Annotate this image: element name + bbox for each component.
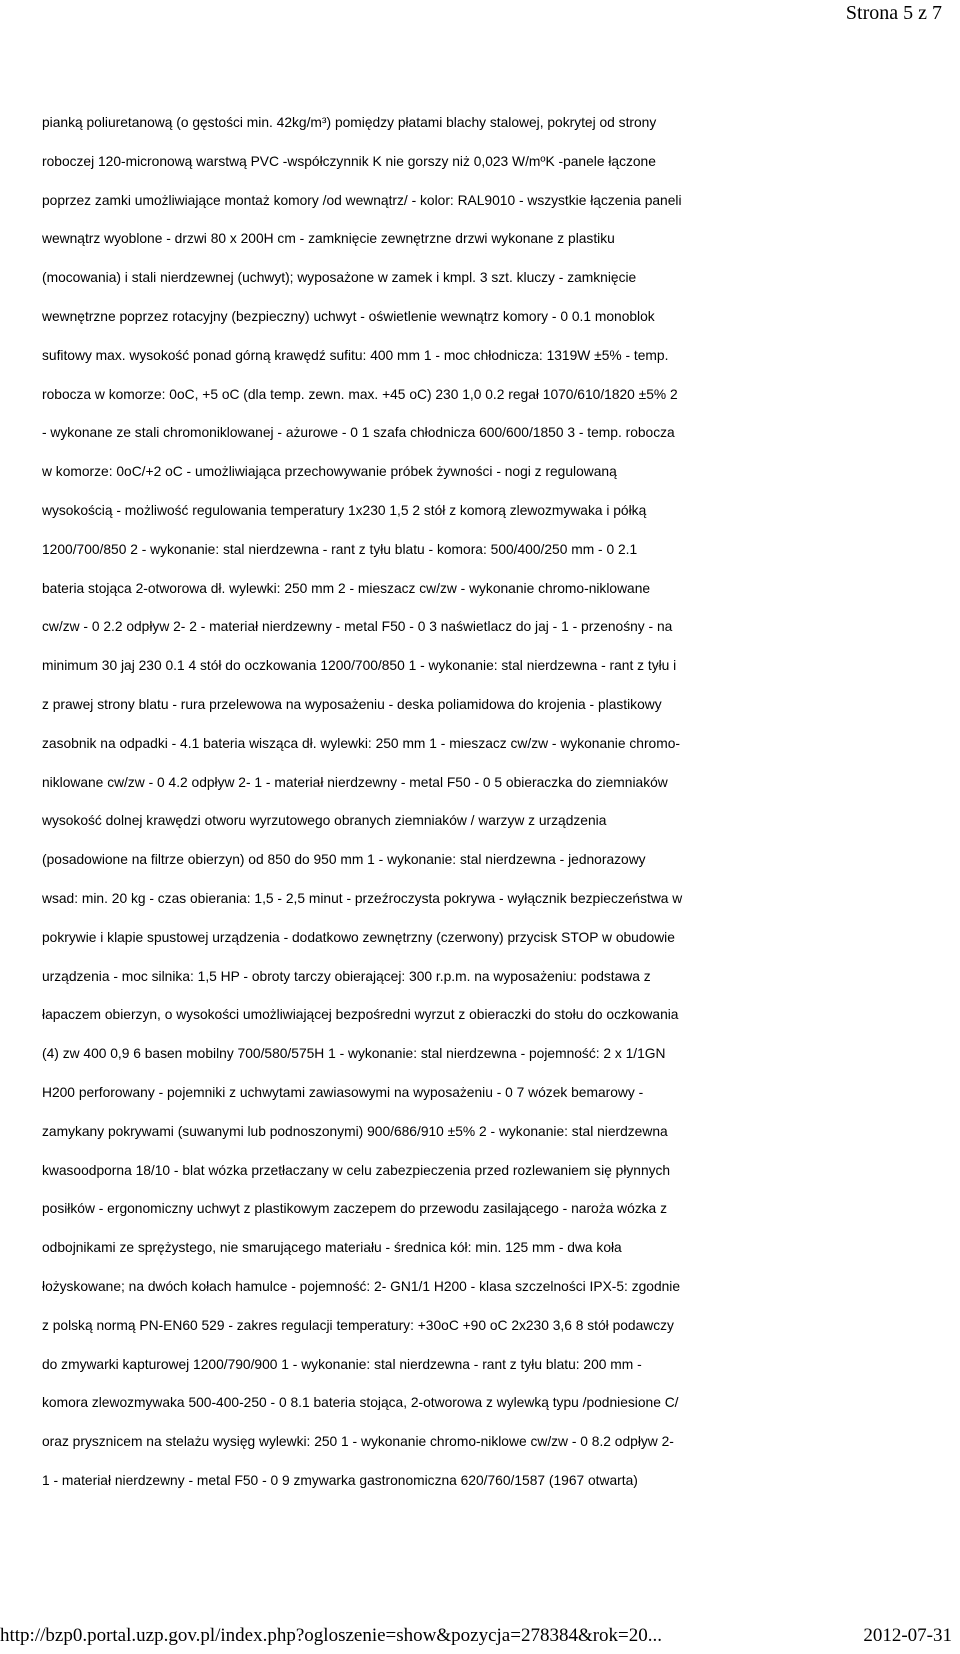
text-line: minimum 30 jaj 230 0.1 4 stół do oczkowania 1200/700/850 1 - wykonanie: stal nierdzewna - rant z tyłu i — [42, 658, 677, 674]
text-line: 1200/700/850 2 - wykonanie: stal nierdzewna - rant z tyłu blatu - komora: 500/400/250 mm - 0 2.1 — [42, 541, 638, 557]
text-line: wewnątrz wyoblone - drzwi 80 x 200H cm - zamknięcie zewnętrzne drzwi wykonane z plastiku — [42, 231, 615, 247]
text-line: odbojnikami ze sprężystego, nie smarującego materiału - średnica kół: min. 125 mm - dwa koła — [42, 1240, 622, 1256]
text-line: wsad: min. 20 kg - czas obierania: 1,5 - 2,5 minut - przeźroczysta pokrywa - wyłącznik bezpieczeństwa w — [42, 890, 683, 906]
text-line: pokrywie i klapie spustowej urządzenia - dodatkowo zewnętrzny (czerwony) przycisk STOP w obudowie — [42, 929, 675, 945]
text-line: niklowane cw/zw - 0 4.2 odpływ 2- 1 - materiał nierdzewny - metal F50 - 0 5 obieraczka do ziemniaków — [42, 774, 668, 790]
document-body — [42, 104, 942, 1501]
text-line: kwasoodporna 18/10 - blat wózka przetłaczany w celu zabezpieczenia przed rozlewaniem się płynnych — [42, 1162, 671, 1178]
text-line: z polską normą PN-EN60 529 - zakres regulacji temperatury: +30oC +90 oC 2x230 3,6 8 stół podawczy — [42, 1317, 674, 1333]
text-line: wysokością - możliwość regulowania temperatury 1x230 1,5 2 stół z komorą zlewozmywaka i półką — [42, 502, 647, 518]
text-line: (4) zw 400 0,9 6 basen mobilny 700/580/575H 1 - wykonanie: stal nierdzewna - pojemność: 2 x 1/1GN — [42, 1046, 666, 1062]
text-line: posiłków - ergonomiczny uchwyt z plastikowym zaczepem do przewodu zasilającego - naroża wózka z — [42, 1201, 667, 1217]
text-line: (mocowania) i stali nierdzewnej (uchwyt); wyposażone w zamek i kmpl. 3 szt. kluczy - zamknięcie — [42, 270, 637, 286]
page-footer — [0, 1623, 960, 1649]
text-line: roboczej 120-micronową warstwą PVC -współczynnik K nie gorszy niż 0,023 W/mºK -panele łączone — [42, 153, 656, 169]
text-line: oraz prysznicem na stelażu wysięg wylewki: 250 1 - wykonanie chromo-niklowe cw/zw - 0 8.2 odpływ 2- — [42, 1434, 674, 1450]
text-line: pianką poliuretanową (o gęstości min. 42kg/m³) pomiędzy płatami blachy stalowej, pokrytej od strony — [42, 115, 657, 130]
text-line: wysokość dolnej krawędzi otworu wyrzutowego obranych ziemniaków / warzyw z urządzenia — [42, 813, 607, 829]
footer-url: http://bzp0.portal.uzp.gov.pl/index.php?ogloszenie=show&pozycja=278384&rok=20... — [0, 1625, 663, 1646]
text-line: cw/zw - 0 2.2 odpływ 2- 2 - materiał nierdzewny - metal F50 - 0 3 naświetlacz do jaj - 1 - przenośny - na — [42, 619, 673, 635]
text-line: zamykany pokrywami (suwanymi lub podnoszonymi) 900/686/910 ±5% 2 - wykonanie: stal nierdzewna — [42, 1123, 668, 1139]
text-line: poprzez zamki umożliwiające montaż komory /od wewnątrz/ - kolor: RAL9010 - wszystkie łączenia paneli — [42, 192, 682, 208]
text-line: H200 perforowany - pojemniki z uchwytami zawiasowymi na wyposażeniu - 0 7 wózek bemarowy - — [42, 1084, 644, 1100]
text-line: z prawej strony blatu - rura przelewowa na wyposażeniu - deska poliamidowa do krojenia - plastikowy — [42, 696, 662, 712]
footer-date: 2012-07-31 — [863, 1625, 952, 1646]
text-line: sufitowy max. wysokość ponad górną krawędź sufitu: 400 mm 1 - moc chłodnicza: 1319W ±5% - temp. — [42, 347, 669, 363]
text-line: łożyskowane; na dwóch kołach hamulce - pojemność: 2- GN1/1 H200 - klasa szczelności IPX-5: zgodnie — [42, 1278, 681, 1294]
text-line: urządzenia - moc silnika: 1,5 HP - obroty tarczy obierającej: 300 r.p.m. na wyposażeniu: podstawa z — [42, 968, 651, 984]
page-number: Strona 5 z 7 — [845, 2, 942, 24]
text-line: w komorze: 0oC/+2 oC - umożliwiająca przechowywanie próbek żywności - nogi z regulowaną — [42, 464, 617, 480]
text-line: do zmywarki kapturowej 1200/790/900 1 - wykonanie: stal nierdzewna - rant z tyłu blatu: 200 mm - — [42, 1356, 642, 1372]
text-line: bateria stojąca 2-otworowa dł. wylewki: 250 mm 2 - mieszacz cw/zw - wykonanie chromo-niklowane — [42, 580, 651, 596]
text-line: łapaczem obierzyn, o wysokości umożliwiającej bezpośredni wyrzut z obieraczki do stołu do oczkowania — [42, 1007, 679, 1023]
text-line: (posadowione na filtrze obierzyn) od 850 do 950 mm 1 - wykonanie: stal nierdzewna - jednorazowy — [42, 852, 646, 868]
text-line: robocza w komorze: 0oC, +5 oC (dla temp. zewn. max. +45 oC) 230 1,0 0.2 regał 1070/610/1820 ±5% 2 — [42, 386, 678, 402]
text-line: 1 - materiał nierdzewny - metal F50 - 0 9 zmywarka gastronomiczna 620/760/1587 (1967 otwarta) — [42, 1472, 638, 1488]
text-line: wewnętrzne poprzez rotacyjny (bezpieczny) uchwyt - oświetlenie wewnątrz komory - 0 0.1 monoblok — [42, 308, 655, 324]
text-line: - wykonane ze stali chromoniklowanej - ażurowe - 0 1 szafa chłodnicza 600/600/1850 3 - temp. robocza — [42, 425, 675, 441]
text-line: komora zlewozmywaka 500-400-250 - 0 8.1 bateria stojąca, 2-otworowa z wylewką typu /podniesione C/ — [42, 1395, 679, 1411]
text-line: zasobnik na odpadki - 4.1 bateria wisząca dł. wylewki: 250 mm 1 - mieszacz cw/zw - wykonanie chromo- — [42, 735, 680, 751]
